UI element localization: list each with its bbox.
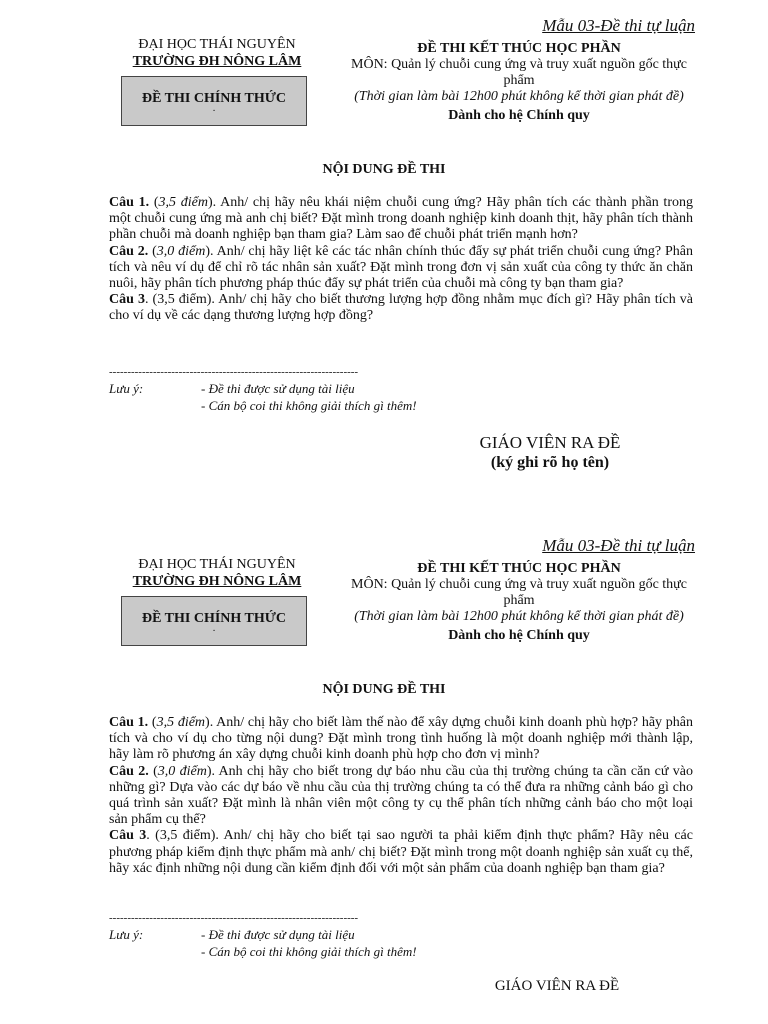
official-exam-mark: · (212, 106, 216, 117)
exam-system: Dành cho hệ Chính quy (448, 108, 590, 123)
official-exam-box (121, 596, 307, 646)
question-points: 3,5 điểm (157, 292, 207, 308)
question-text: ). Anh/ chị hãy nêu khái niệm chuỗi cung ứng? Hãy phân tích các thành phần trong một chuỗi cung ứng mà anh chị biết? Đặt mình trong doanh nghiệp kinh doanh thịt, hãy phân tích thành phần chuỗi mà doanh nghiệp bạn tham gia? Làm sao để chuỗi phát triển mạnh hơn? (109, 195, 693, 243)
form-code: Mẫu 03-Đề thi tự luận (542, 16, 695, 35)
question-points: 3,0 điểm (157, 763, 207, 779)
question-list (109, 715, 693, 877)
exam-time-note: (Thời gian làm bài 12h00 phút không kể thời gian phát đề) (354, 89, 684, 104)
question-points: 3,5 điểm (159, 828, 211, 844)
question-label: Câu 2. (109, 763, 149, 779)
school-name: TRƯỜNG ĐH NÔNG LÂM (132, 54, 302, 69)
form-code: Mẫu 03-Đề thi tự luận (542, 536, 695, 555)
question-text: ). Anh chị hãy cho biết trong dự báo nhu cầu của thị trường chúng ta cần căn cứ vào những gì? Dựa vào các dự báo về nhu cầu của thị trường chúng ta có thể đưa ra những cảnh báo gì cho quá trình sản xuất? Đặt mình là nhân viên một công ty cụ thể phân tích những cảnh báo cho một loại sản phẩm cụ thể? (109, 763, 694, 828)
divider-line: -------------------------------------------------------------------- (109, 912, 359, 924)
question-1: Câu 1. (3,5 điểm). Anh/ chị hãy nêu khái niệm chuỗi cung ứng? Hãy phân tích các thành phần trong một chuỗi cung ứng mà anh chị biết? Đặt mình trong doanh nghiệp kinh doanh thịt, hãy phân tích thành phần chuỗi mà doanh nghiệp bạn tham gia? Làm sao để chuỗi phát triển mạnh hơn? (109, 195, 693, 243)
institution-header (108, 37, 326, 70)
university-name: ĐẠI HỌC THÁI NGUYÊN (138, 37, 296, 52)
note-label: Lưu ý: (109, 927, 144, 942)
question-label: Câu 1. (109, 195, 150, 210)
divider-line: -------------------------------------------------------------------- (109, 366, 359, 378)
school-name: TRƯỜNG ĐH NÔNG LÂM (132, 574, 302, 589)
question-label: Câu 2. (109, 243, 149, 259)
institution-header (108, 557, 326, 590)
official-exam-label: ĐỀ THI CHÍNH THỨC (141, 91, 287, 106)
question-text: ). Anh/ chị hãy cho biết thương lượng hợp đồng nhằm mục đích gì? Hãy phân tích và cho ví dụ về các dạng thương lượng hợp đồng? (109, 292, 693, 324)
official-exam-mark: · (212, 626, 216, 637)
official-exam-box (121, 76, 307, 126)
question-3: Câu 3. (3,5 điểm). Anh/ chị hãy cho biết thương lượng hợp đồng nhằm mục đích gì? Hãy phân tích và cho ví dụ về các dạng thương lượng hợp đồng? (109, 292, 693, 324)
question-list (109, 195, 693, 325)
question-text: ). Anh/ chị hãy cho biết tại sao người ta phải kiểm định thực phẩm? Hãy nêu các phương pháp kiểm định thực phẩm mà anh/ chị biết? Đặt mình trong một doanh nghiệp sản xuất cụ thể, hãy xác định những nội dung cần kiểm định đối với một sản phẩm của doanh nghiệp bạn tham gia? (109, 828, 693, 876)
question-2: Câu 2. (3,0 điểm). Anh/ chị hãy liệt kê các tác nhân chính thúc đẩy sự phát triển chuỗi cung ứng? Phân tích và nêu ví dụ để chỉ rõ tác nhân sản xuất? Đặt mình trong đơn vị sản xuất của công ty thức ăn chăn nuôi, hãy phân tích phương pháp thúc đẩy sự phát triển của chuỗi mà công ty bạn tham gia? (109, 243, 693, 292)
exam-subject: MÔN: Quản lý chuỗi cung ứng và truy xuất nguồn gốc thực phẩm (351, 577, 687, 608)
note-item: - Cán bộ coi thi không giải thích gì thêm! (201, 944, 417, 959)
note-block (109, 380, 609, 414)
question-label: Câu 1. (109, 715, 149, 730)
question-text: ). Anh/ chị hãy liệt kê các tác nhân chính thúc đẩy sự phát triển chuỗi cung ứng? Phân tích và nêu ví dụ để chỉ rõ tác nhân sản xuất? Đặt mình trong đơn vị sản xuất của công ty thức ăn chăn nuôi, hãy phân tích phương pháp thúc đẩy sự phát triển của chuỗi mà công ty bạn tham gia? (109, 243, 693, 292)
signature-block (437, 976, 677, 996)
question-1: Câu 1. (3,5 điểm). Anh/ chị hãy cho biết làm thế nào để xây dựng chuỗi kinh doanh phù hợp? hãy phân tích và cho ví dụ cho từng nội dung? Đặt mình trong tình huống là một doanh nghiệp mới thành lập, hãy làm rõ phương án xây dựng chuỗi kinh doanh phù hợp cho đơn vị mình? (109, 715, 693, 763)
exam-time-note: (Thời gian làm bài 12h00 phút không kể thời gian phát đề) (354, 609, 684, 624)
note-block (109, 926, 609, 960)
signer-title: GIÁO VIÊN RA ĐỀ (479, 433, 621, 452)
official-exam-label: ĐỀ THI CHÍNH THỨC (141, 611, 287, 626)
question-text: ). Anh/ chị hãy cho biết làm thế nào để xây dựng chuỗi kinh doanh phù hợp? hãy phân tích và cho ví dụ cho từng nội dung? Đặt mình trong tình huống là một doanh nghiệp mới thành lập, hãy làm rõ phương án xây dựng chuỗi kinh doanh phù hợp cho đơn vị mình? (109, 715, 693, 763)
note-item: - Đề thi được sử dụng tài liệu (201, 381, 355, 396)
content-title: NỘI DUNG ĐỀ THI (322, 682, 446, 697)
signature-block (430, 433, 670, 473)
question-label: Câu 3 (109, 292, 145, 308)
question-label: Câu 3 (109, 828, 147, 844)
university-name: ĐẠI HỌC THÁI NGUYÊN (138, 557, 296, 572)
note-label: Lưu ý: (109, 381, 144, 396)
exam-header (344, 41, 694, 124)
signer-subtitle: (ký ghi rõ họ tên) (490, 454, 610, 471)
question-points: 3,5 điểm (158, 195, 208, 210)
note-item: - Cán bộ coi thi không giải thích gì thêm! (201, 398, 417, 413)
question-2: Câu 2. (3,0 điểm). Anh chị hãy cho biết trong dự báo nhu cầu của thị trường chúng ta cần căn cứ vào những gì? Dựa vào các dự báo về nhu cầu của thị trường chúng ta có thể đưa ra những cảnh báo gì cho quá trình sản xuất? Đặt mình là nhân viên một công ty cụ thể phân tích những cảnh báo cho một loại sản phẩm cụ thể? (109, 763, 694, 828)
signer-title: GIÁO VIÊN RA ĐỀ (494, 978, 620, 994)
exam-title: ĐỀ THI KẾT THÚC HỌC PHẦN (417, 41, 621, 56)
exam-subject: MÔN: Quản lý chuỗi cung ứng và truy xuất nguồn gốc thực phẩm (351, 57, 687, 88)
content-title: NỘI DUNG ĐỀ THI (322, 162, 446, 177)
question-points: 3,5 điểm (156, 715, 206, 730)
question-3: Câu 3. (3,5 điểm). Anh/ chị hãy cho biết tại sao người ta phải kiểm định thực phẩm? Hãy nêu các phương pháp kiểm định thực phẩm mà anh/ chị biết? Đặt mình trong một doanh nghiệp sản xuất cụ thể, hãy xác định những nội dung cần kiểm định đối với một sản phẩm của doanh nghiệp bạn tham gia? (109, 828, 693, 876)
exam-header (344, 561, 694, 644)
exam-title: ĐỀ THI KẾT THÚC HỌC PHẦN (417, 561, 621, 576)
exam-system: Dành cho hệ Chính quy (448, 628, 590, 643)
question-points: 3,0 điểm (156, 243, 206, 259)
note-item: - Đề thi được sử dụng tài liệu (201, 927, 355, 942)
